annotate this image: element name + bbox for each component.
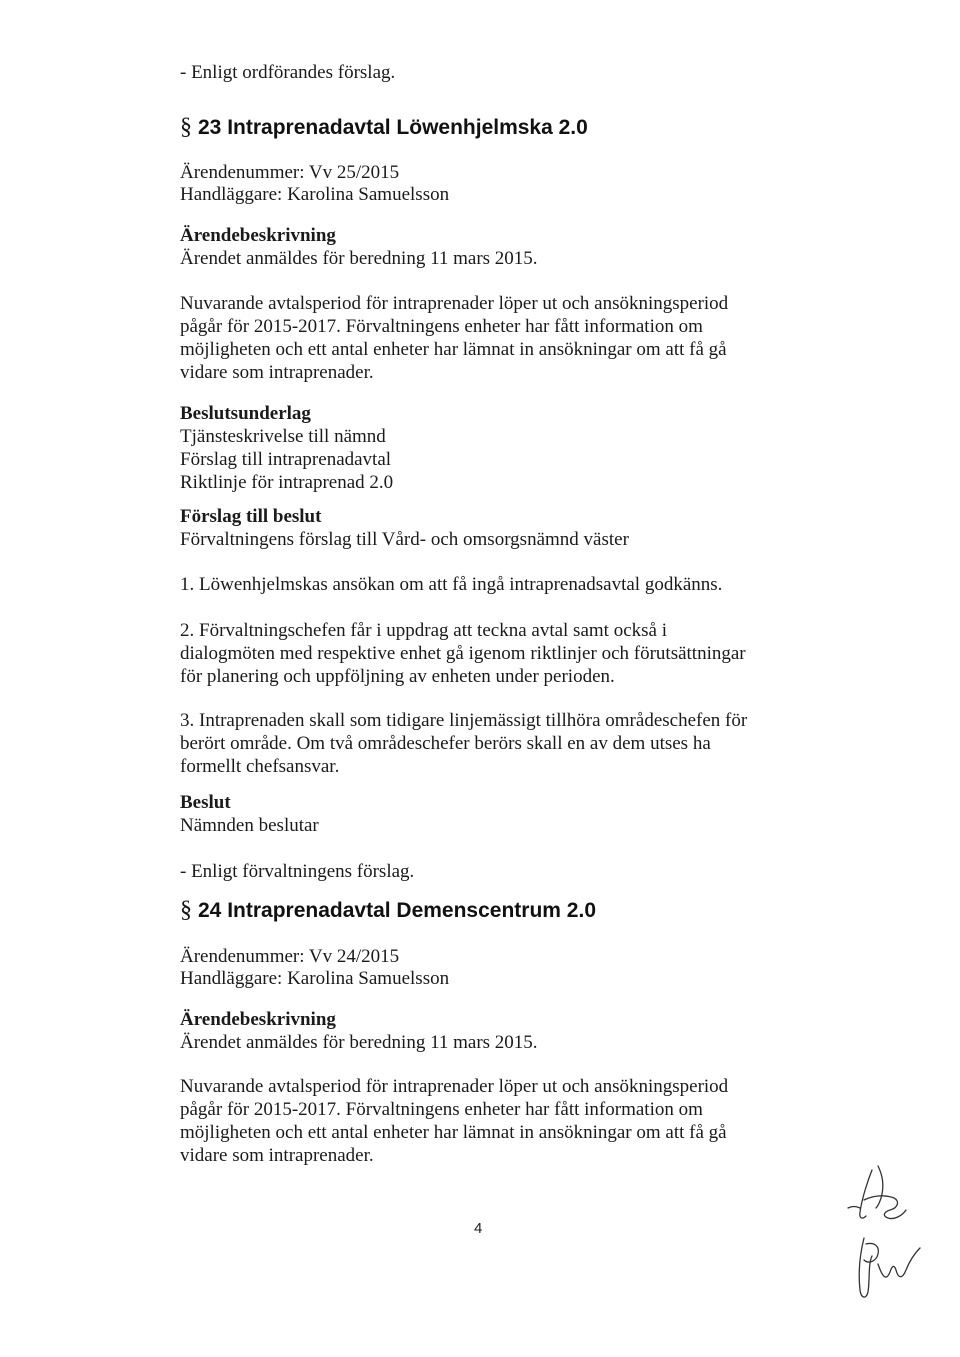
basis-item: Förslag till intraprenadavtal [180, 449, 392, 470]
paragraph-line: vidare som intraprenader. [180, 1145, 374, 1166]
case-number: Ärendenummer: Vv 24/2015 [180, 946, 400, 967]
initials-stroke [859, 1238, 872, 1297]
basis-heading: Beslutsunderlag [180, 403, 311, 424]
paragraph-line: möjligheten och ett antal enheter har lämnat in ansökningar om att få gå [180, 1122, 727, 1143]
proposal-point-1: 1. Löwenhjelmskas ansökan om att få ingå intraprenadsavtal godkänns. [180, 574, 723, 595]
proposal-point-2-line: 2. Förvaltningschefen får i uppdrag att teckna avtal samt också i [180, 620, 667, 641]
initials-stroke [848, 1207, 860, 1209]
proposal-point-2-line: dialogmöten med respektive enhet gå igenom riktlinjer och förutsättningar [180, 643, 746, 664]
basis-item: Riktlinje för intraprenad 2.0 [180, 472, 394, 493]
initials-stroke [860, 1170, 872, 1218]
basis-item: Tjänsteskrivelse till nämnd [180, 426, 386, 447]
description-heading: Ärendebeskrivning [180, 225, 336, 246]
proposal-heading: Förslag till beslut [180, 506, 322, 527]
section-24-heading [180, 899, 596, 923]
description-line: Ärendet anmäldes för beredning 11 mars 2015. [180, 1032, 538, 1053]
paragraph-line: pågår för 2015-2017. Förvaltningens enheter har fått information om [180, 316, 703, 337]
handwritten-initials [838, 1160, 928, 1310]
decision-heading: Beslut [180, 792, 231, 813]
paragraph-line: möjligheten och ett antal enheter har lämnat in ansökningar om att få gå [180, 339, 727, 360]
page-number: 4 [474, 1220, 483, 1237]
proposal-point-2-line: för planering och uppföljning av enheten under perioden. [180, 666, 615, 687]
section-23-title: 23 Intraprenadavtal Löwenhjelmska 2.0 [198, 116, 588, 139]
section-sign: § [180, 897, 192, 923]
paragraph-line: pågår för 2015-2017. Förvaltningens enheter har fått information om [180, 1099, 703, 1120]
initials-stroke [878, 1248, 920, 1277]
decision-result: - Enligt förvaltningens förslag. [180, 861, 415, 882]
proposal-point-3-line: berört område. Om två områdeschefer berörs skall en av dem utses ha [180, 733, 711, 754]
paragraph-line: Nuvarande avtalsperiod för intraprenader löper ut och ansökningsperiod [180, 293, 729, 314]
proposal-point-3-line: 3. Intraprenaden skall som tidigare linjemässigt tillhöra områdeschefen för [180, 710, 748, 731]
case-handler: Handläggare: Karolina Samuelsson [180, 184, 450, 205]
paragraph-line: Nuvarande avtalsperiod för intraprenader löper ut och ansökningsperiod [180, 1076, 729, 1097]
previous-decision-line: - Enligt ordförandes förslag. [180, 62, 396, 83]
decision-text: Nämnden beslutar [180, 815, 319, 836]
proposal-intro: Förvaltningens förslag till Vård- och omsorgsnämnd väster [180, 529, 629, 550]
description-heading: Ärendebeskrivning [180, 1009, 336, 1030]
initials-stroke [876, 1166, 883, 1208]
initials-stroke [864, 1196, 906, 1219]
paragraph-line: vidare som intraprenader. [180, 362, 374, 383]
section-24-title: 24 Intraprenadavtal Demenscentrum 2.0 [198, 899, 596, 922]
section-23-heading [180, 116, 588, 140]
case-handler: Handläggare: Karolina Samuelsson [180, 968, 450, 989]
section-sign: § [180, 114, 192, 140]
case-number: Ärendenummer: Vv 25/2015 [180, 162, 400, 183]
description-line: Ärendet anmäldes för beredning 11 mars 2015. [180, 248, 538, 269]
proposal-point-3-line: formellt chefsansvar. [180, 756, 340, 777]
